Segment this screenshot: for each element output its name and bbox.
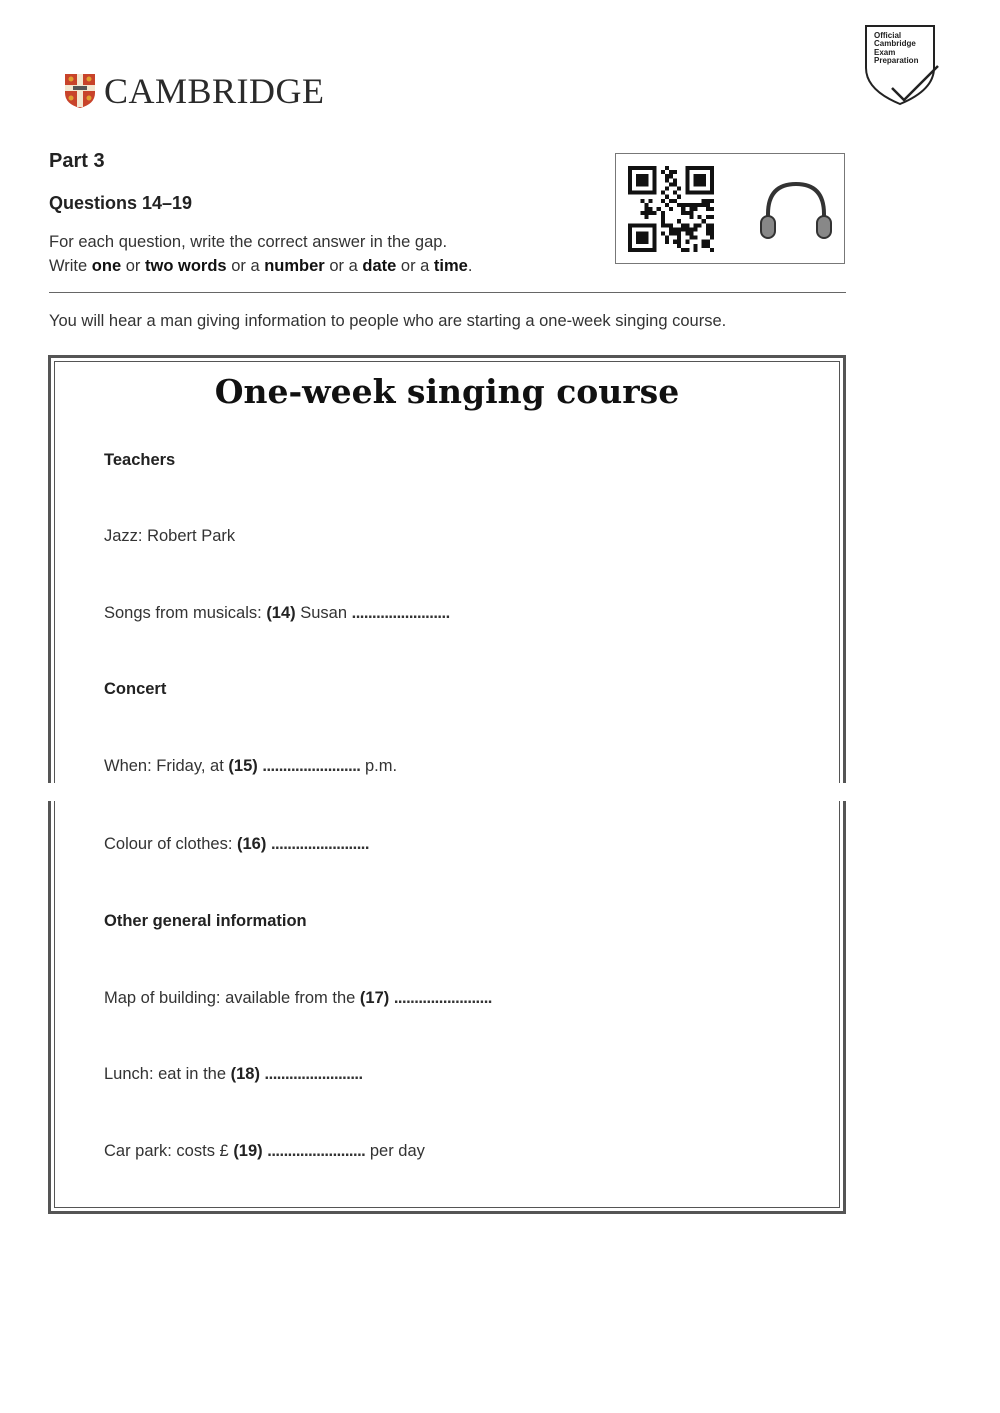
headphones-icon[interactable]: [756, 176, 836, 246]
notes-title: One-week singing course: [214, 372, 680, 411]
question-number: (15): [228, 757, 258, 775]
other-info-heading: Other general information: [104, 912, 307, 930]
part-title: Part 3: [49, 150, 105, 172]
divider: [49, 292, 846, 293]
question-17: Map of building: available from the (17) ........................: [104, 989, 492, 1007]
answer-gap-17[interactable]: ........................: [393, 989, 492, 1007]
cambridge-shield-icon: [64, 73, 96, 109]
audio-media-box: [615, 153, 845, 264]
questions-title: Questions 14–19: [49, 193, 193, 213]
answer-gap-18[interactable]: ........................: [264, 1065, 363, 1083]
question-15: When: Friday, at (15) ........................ p.m.: [104, 757, 398, 775]
intro-text: You will hear a man giving information to people who are starting a one-week singing course.: [49, 312, 727, 330]
answer-gap-15[interactable]: ........................: [262, 757, 361, 775]
qr-code-icon[interactable]: [628, 166, 714, 252]
question-number: (17): [359, 989, 390, 1007]
question-number: (18): [230, 1065, 260, 1083]
question-18: Lunch: eat in the (18) ........................: [104, 1065, 363, 1083]
instructions: [49, 230, 472, 278]
answer-gap-16[interactable]: ........................: [270, 835, 369, 853]
frame-break-left: [46, 783, 58, 801]
answer-gap-14[interactable]: ........................: [351, 604, 450, 622]
question-number: (14): [266, 604, 296, 622]
official-badge: [862, 24, 942, 108]
badge-text: Official Cambridge Exam Preparation: [874, 31, 919, 66]
frame-break-right: [836, 783, 848, 801]
jazz-teacher: Jazz: Robert Park: [104, 527, 236, 545]
instruction-line-1: For each question, write the correct answer in the gap.: [49, 233, 448, 251]
answer-gap-19[interactable]: ........................: [267, 1142, 366, 1160]
brand-wordmark: CAMBRIDGE: [104, 71, 325, 111]
teachers-heading: Teachers: [104, 451, 176, 469]
cambridge-logo: [64, 70, 325, 112]
question-19: Car park: costs £ (19) ........................ per day: [104, 1142, 425, 1160]
notes-box: [48, 355, 846, 1214]
instruction-line-2: Write one or two words or a number or a date or a time.: [49, 257, 473, 275]
question-16: Colour of clothes: (16) ........................: [104, 835, 369, 853]
question-number: (19): [233, 1142, 263, 1160]
question-number: (16): [237, 835, 267, 853]
question-14: Songs from musicals: (14) Susan ........................: [104, 604, 450, 622]
concert-heading: Concert: [104, 680, 167, 698]
